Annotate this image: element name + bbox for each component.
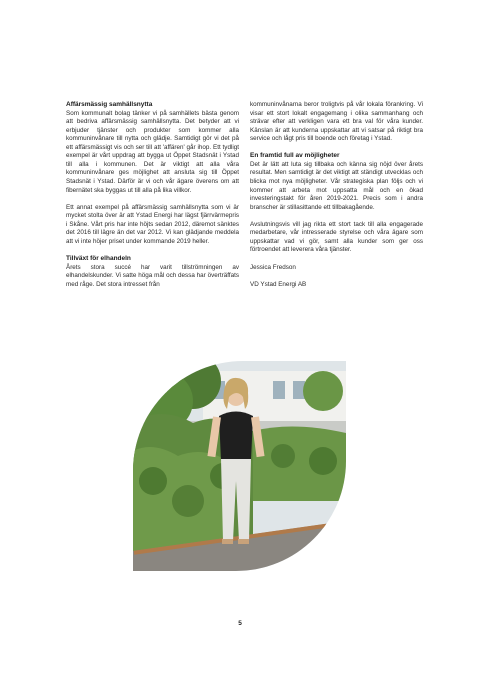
page-number: 5 (238, 620, 242, 627)
left-column (66, 101, 239, 298)
signature-title: VD Ystad Energi AB (250, 280, 307, 288)
paragraph-elhandel: Årets stora succé har varit tillströmningen av elhandelskunder. Vi satte höga mål och dessa har överträffats med råge. Det stora intresset från (66, 263, 239, 288)
right-column (250, 101, 423, 298)
paragraph-framtid-2: Avslutningsvis vill jag rikta ett stort tack till alla engagerade medarbetare, vår intresserade styrelse och våra ägare som uppskattar vad vi gör, samt alla kunder som ger oss förtroendet att leverera våra tjänster. (250, 220, 423, 254)
heading-samhallsnytta: Affärsmässig samhällsnytta (66, 101, 153, 108)
portrait-photo (133, 361, 346, 571)
heading-elhandel: Tillväxt för elhandeln (66, 254, 131, 262)
paragraph-framtid-1: Det är lätt att luta sig tillbaka och känna sig nöjd över årets resultat. Men samtidigt är det viktigt att ständigt utvecklas och blicka mot nya möjligheter. Vår strategiska plan följs och vi kommer att arbeta mot uppsatta mål och en ökad investeringstakt för åren 2019-2021. Precis som i andra branscher är stillasittande ett tillbakagående. (250, 160, 423, 211)
paragraph-continuation: kommuninvånarna beror troligtvis på vår lokala förankring. Vi visar ett stort lokalt engagemang i olika sammanhang och strävar efter att verkligen vara ett bra val för våra kunder. Känslan är att kunderna uppskattar att vi satsar på riktigt bra service och lågt pris till boende och företag i Ystad. (250, 101, 423, 143)
paragraph-samhallsnytta-2: Ett annat exempel på affärsmässig samhällsnytta som vi är mycket stolta över är att Ystad Energi har lägst fjärrvärmepris i Skåne. Vårt pris har inte höjts sedan 2012, däremot sänktes det 2016 till lägre än det var 2012. Vi kan glädjande meddela att vi inte höjer priset under kommande 2019 heller. (66, 203, 239, 245)
heading-framtid: En framtid full av möjligheter (250, 152, 340, 160)
signature-name: Jessica Fredson (250, 263, 296, 271)
paragraph-samhallsnytta-1: Som kommunalt bolag tänker vi på samhällets bästa genom att bedriva affärsmässig samhällsnytta. Det betyder att vi erbjuder tjänster och produkter som kommer alla kommuninvånare till nytta och glädje. Samtidigt gör vi det på ett affärsmässigt vis och ser till att 'affären' går ihop. Ett tydligt exempel är vårt uppdrag att bygga ut Öppet Stadsnät i Ystad till alla i kommunen. Det är viktigt att alla våra kommuninvånare ges möjlighet att ansluta sig till Öppet Stadsnät i Ystad. Därför är vi och vår ägare överens om att fibernätet ska byggas ut till alla på lika villkor. (66, 109, 239, 194)
portrait-illustration (133, 361, 346, 571)
